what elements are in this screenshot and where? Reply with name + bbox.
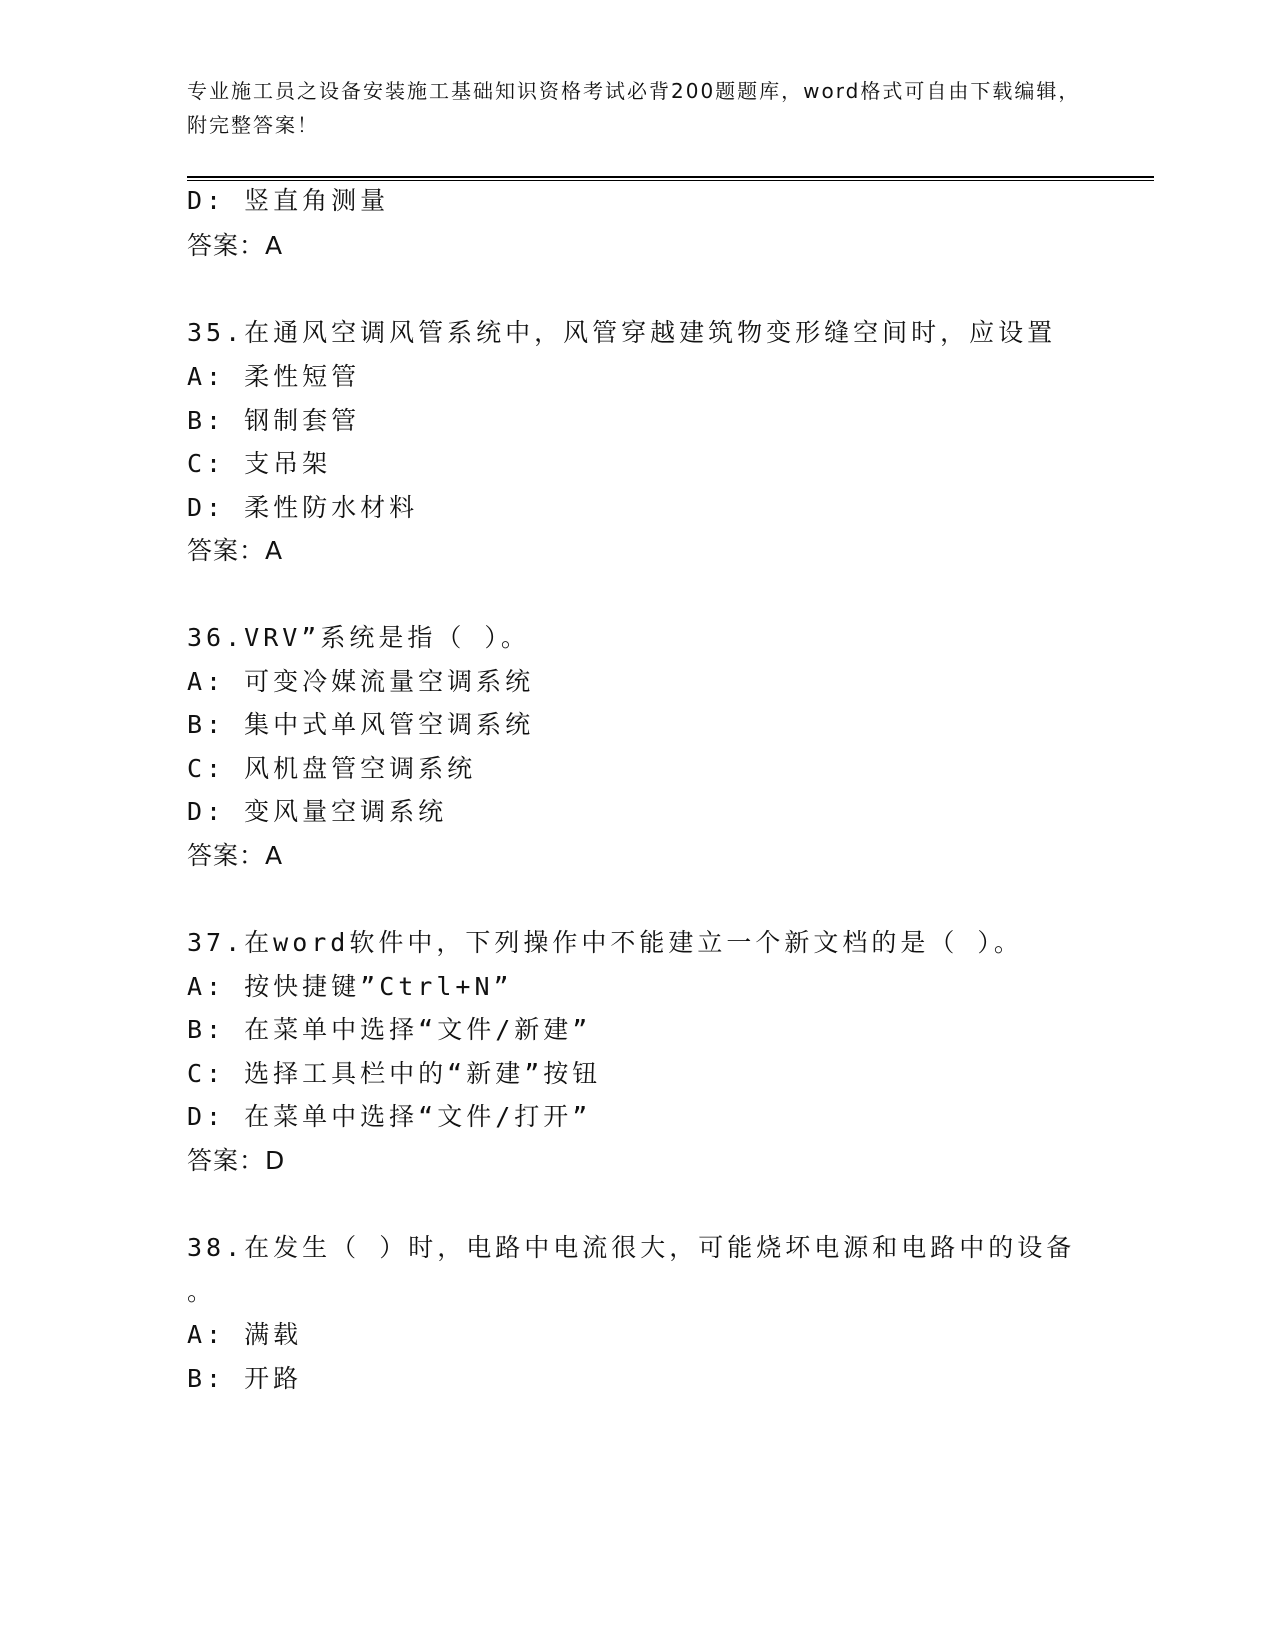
option-text: 在菜单中选择“文件/新建” <box>244 1015 592 1044</box>
option-text: 满载 <box>244 1320 303 1349</box>
option-row <box>187 797 447 827</box>
option-text: 竖直角测量 <box>244 186 390 215</box>
option-label: A: <box>187 1320 245 1349</box>
option-text: 在菜单中选择“文件/打开” <box>244 1102 592 1131</box>
option-row <box>187 493 418 523</box>
answer-value: A <box>265 231 284 260</box>
answer-value: D <box>265 1146 286 1175</box>
option-row <box>187 667 534 697</box>
option-label: D: <box>187 1102 245 1131</box>
question-stem <box>187 928 1023 958</box>
page-header <box>187 74 1087 142</box>
option-row <box>187 972 513 1002</box>
answer-row <box>187 1146 285 1176</box>
option-label: A: <box>187 972 245 1001</box>
question-number: 35. <box>187 318 245 347</box>
header-divider <box>187 176 1154 181</box>
option-row <box>187 1059 601 1089</box>
option-text: 钢制套管 <box>244 406 361 435</box>
option-label: C: <box>187 1059 245 1088</box>
question-text-wrap <box>187 1277 216 1307</box>
option-label: B: <box>187 1364 245 1393</box>
option-text: 可变冷媒流量空调系统 <box>244 667 535 696</box>
question-stem <box>187 318 1056 348</box>
question-text: VRV”系统是指（ ）。 <box>244 623 530 652</box>
option-row <box>187 1015 591 1045</box>
option-label: D: <box>187 797 245 826</box>
option-text: 柔性防水材料 <box>244 493 419 522</box>
question-number: 36. <box>187 623 245 652</box>
answer-label: 答案： <box>187 231 266 260</box>
option-row <box>187 754 476 784</box>
option-row <box>187 1364 302 1394</box>
option-label: C: <box>187 449 245 478</box>
option-text: 柔性短管 <box>244 362 361 391</box>
question-text: 在word软件中，下列操作中不能建立一个新文档的是（ ）。 <box>244 928 1023 957</box>
option-row <box>187 362 360 392</box>
answer-label: 答案： <box>187 536 266 565</box>
option-text: 风机盘管空调系统 <box>244 754 477 783</box>
option-row <box>187 406 360 436</box>
option-text: 按快捷键”Ctrl+N” <box>244 972 513 1001</box>
answer-value: A <box>265 536 284 565</box>
option-text: 支吊架 <box>244 449 332 478</box>
question-stem <box>187 623 530 653</box>
question-text-continuation: 。 <box>187 1277 217 1306</box>
question-text: 在通风空调风管系统中，风管穿越建筑物变形缝空间时，应设置 <box>244 318 1057 347</box>
option-text: 集中式单风管空调系统 <box>244 710 535 739</box>
option-label: A: <box>187 362 245 391</box>
option-row <box>187 710 534 740</box>
question-number: 37. <box>187 928 245 957</box>
option-label: D: <box>187 493 245 522</box>
option-label: C: <box>187 754 245 783</box>
answer-row <box>187 231 283 261</box>
question-text: 在发生（ ）时，电路中电流很大，可能烧坏电源和电路中的设备 <box>244 1233 1076 1262</box>
option-label: D: <box>187 186 245 215</box>
question-stem <box>187 1233 1075 1263</box>
option-label: A: <box>187 667 245 696</box>
option-label: B: <box>187 1015 245 1044</box>
answer-label: 答案： <box>187 841 266 870</box>
answer-row <box>187 536 283 566</box>
header-title: 专业施工员之设备安装施工基础知识资格考试必背200题题库，word格式可自由下载编辑，附完整答案！ <box>187 79 1081 137</box>
answer-label: 答案： <box>187 1146 266 1175</box>
option-row <box>187 186 389 216</box>
option-row <box>187 1102 591 1132</box>
option-row <box>187 449 331 479</box>
option-text: 选择工具栏中的“新建”按钮 <box>244 1059 602 1088</box>
option-text: 变风量空调系统 <box>244 797 448 826</box>
option-label: B: <box>187 710 245 739</box>
option-label: B: <box>187 406 245 435</box>
question-number: 38. <box>187 1233 245 1262</box>
option-text: 开路 <box>244 1364 303 1393</box>
answer-row <box>187 841 283 871</box>
answer-value: A <box>265 841 284 870</box>
option-row <box>187 1320 302 1350</box>
